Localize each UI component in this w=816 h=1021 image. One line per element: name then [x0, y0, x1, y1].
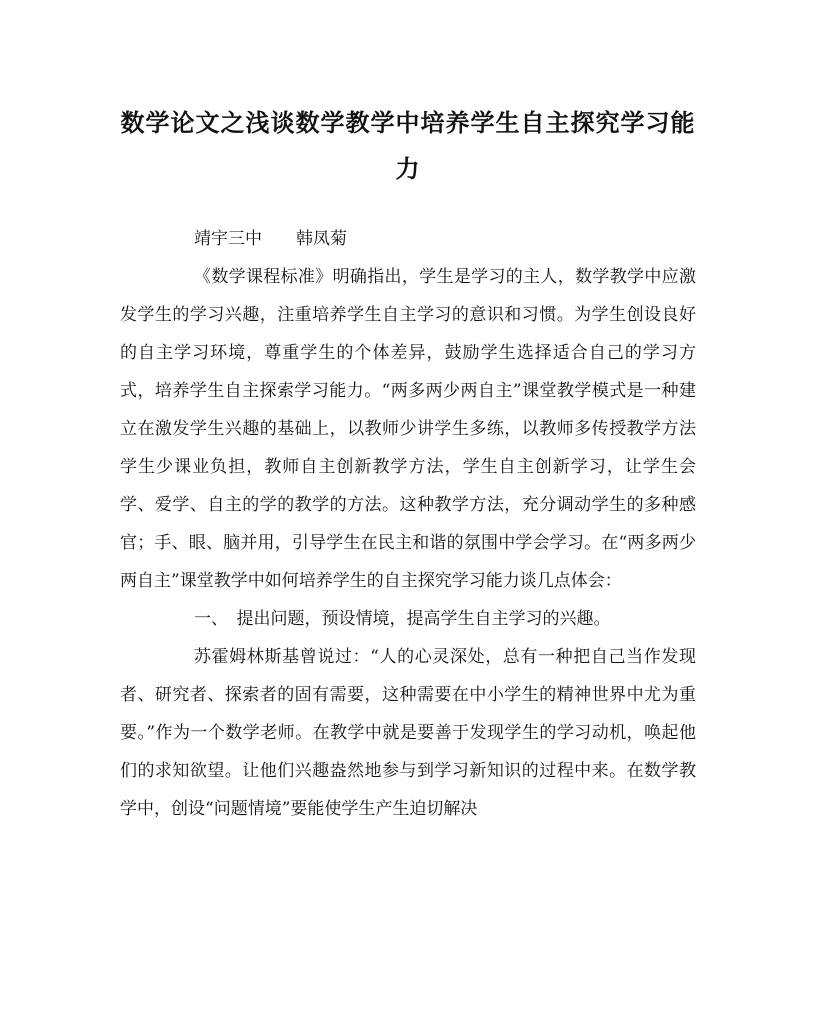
section-paragraph: 苏霍姆林斯基曾说过：“人的心灵深处，总有一种把自己当作发现者、研究者、探索者的固有需要，这种需要在中小学生的精神世界中尤为重要。”作为一个数学老师。在教学中就是要善于发现学生的学习动机，唤起他们的求知欲望。让他们兴趣盎然地参与到学习新知识的过程中来。在数学教学中，创设“问题情境”要能使学生产生迫切解决 [120, 647, 696, 819]
author-line: 靖宇三中 韩凤菊 [194, 229, 347, 249]
intro-paragraph: 《数学课程标准》明确指出，学生是学习的主人，数学教学中应激发学生的学习兴趣，注重培养学生自主学习的意识和习惯。为学生创设良好的自主学习环境，尊重学生的个体差异，鼓励学生选择适合自己的学习方式，培养学生自主探索学习能力。“两多两少两自主”课堂教学模式是一种建立在激发学生兴趣的基础上，以教师少讲学生多练，以教师多传授教学方法学生少课业负担，教师自主创新教学方法，学生自主创新学习，让学生会学、爱学、自主的学的教学的方法。这种教学方法，充分调动学生的多种感官；手、眼、脑并用，引导学生在民主和谐的氛围中学会学习。在“两多两少两自主”课堂教学中如何培养学生的自主探究学习能力谈几点体会： [120, 267, 696, 591]
document-title: 数学论文之浅谈数学教学中培养学生自主探究学习能力 [120, 108, 696, 183]
section-heading: 一、 提出问题，预设情境，提高学生自主学习的兴趣。 [194, 609, 611, 629]
document-body [120, 220, 696, 828]
